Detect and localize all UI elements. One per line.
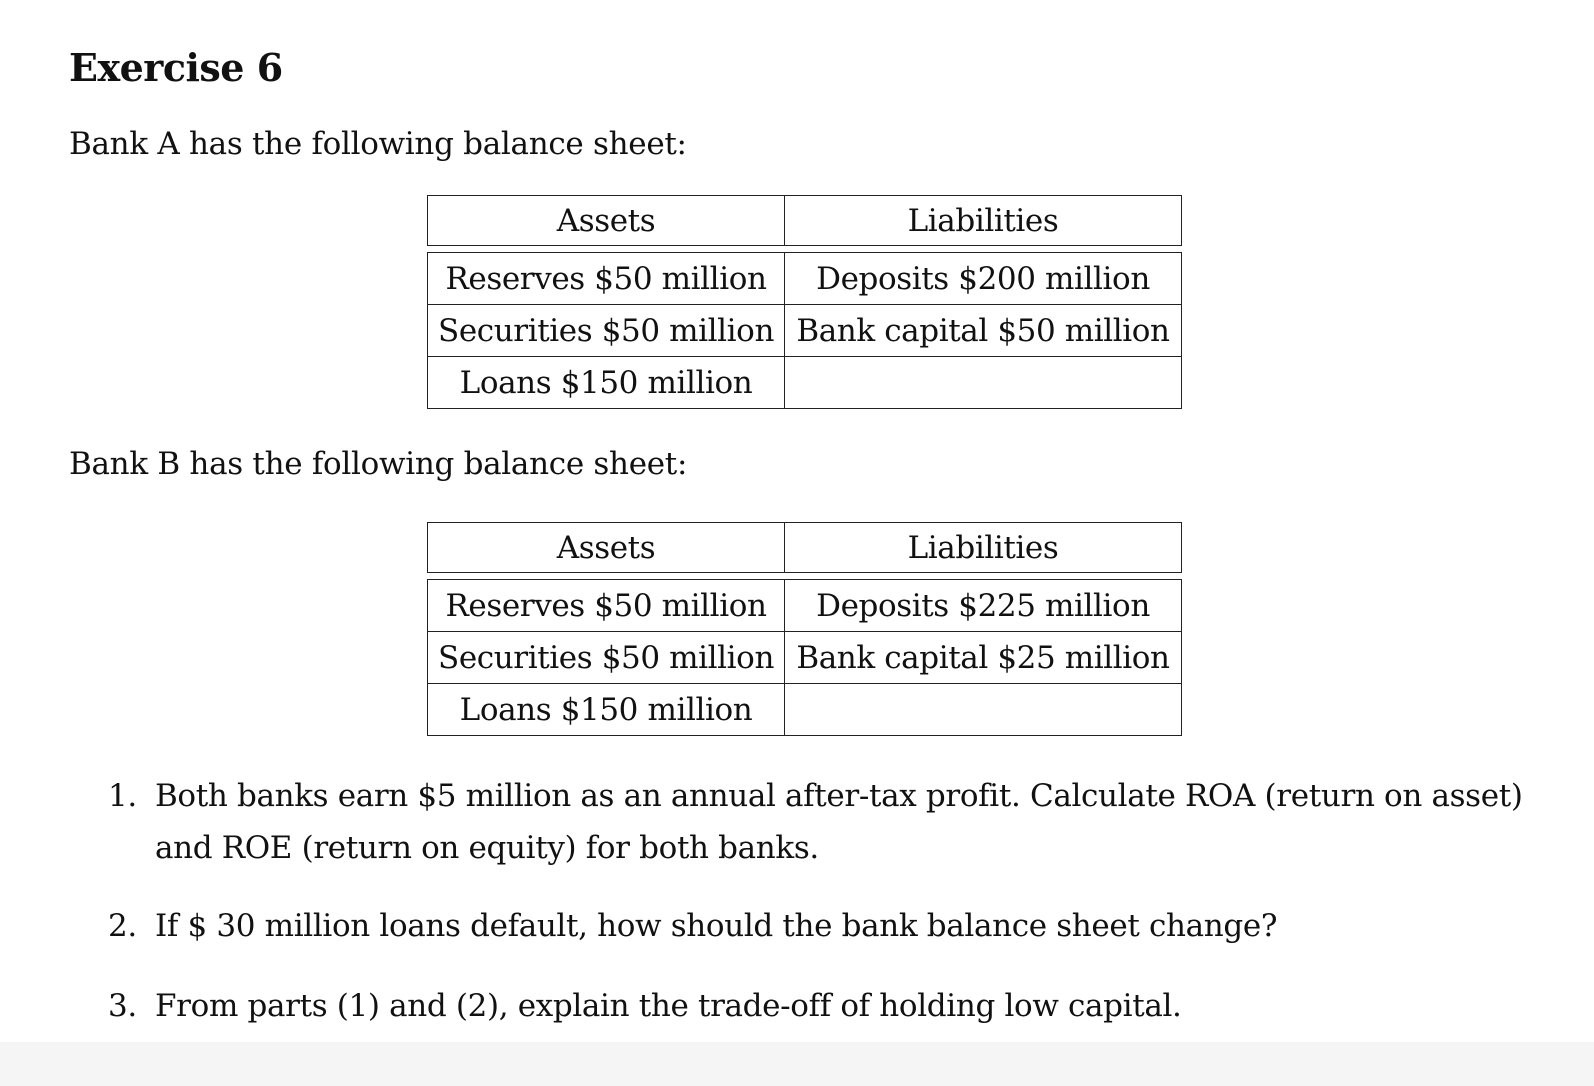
- bank-b-intro: Bank B has the following balance sheet:: [69, 446, 688, 482]
- liability-cell: Deposits $200 million: [816, 260, 1150, 297]
- liability-cell: [785, 357, 1181, 408]
- bank-b-balance-sheet: [427, 522, 1182, 736]
- asset-cell: Loans $150 million: [428, 684, 785, 735]
- page-bottom-band: [0, 1042, 1594, 1086]
- question-text: If $ 30 million loans default, how should the bank balance sheet change?: [155, 908, 1278, 944]
- table-row: [428, 632, 1181, 684]
- balance-sheet-header-row: [427, 195, 1182, 246]
- table-row: [428, 305, 1181, 357]
- question-item: [108, 980, 1548, 1032]
- question-text: Both banks earn $5 million as an annual after-tax profit. Calculate ROA (return on asset) and ROE (return on equity) for both banks.: [155, 778, 1523, 866]
- assets-header: Assets: [428, 196, 785, 245]
- question-list: [108, 770, 1548, 1032]
- asset-cell: Reserves $50 million: [428, 253, 785, 304]
- liability-cell: [785, 684, 1181, 735]
- question-number: 3.: [108, 988, 137, 1024]
- question-item: [108, 900, 1548, 952]
- liability-cell: Bank capital $25 million: [796, 639, 1170, 676]
- question-number: 1.: [108, 778, 137, 814]
- bank-a-balance-sheet: [427, 195, 1182, 409]
- assets-header: Assets: [428, 523, 785, 572]
- table-row: [428, 253, 1181, 305]
- liabilities-header: Liabilities: [907, 529, 1059, 566]
- table-row: [428, 357, 1181, 409]
- asset-cell: Loans $150 million: [428, 357, 785, 408]
- asset-cell: Securities $50 million: [428, 632, 785, 683]
- table-row: [428, 580, 1181, 632]
- liability-cell: Deposits $225 million: [816, 587, 1150, 624]
- balance-sheet-body: [427, 252, 1182, 409]
- exercise-title: Exercise 6: [69, 45, 283, 90]
- liabilities-header: Liabilities: [907, 202, 1059, 239]
- table-row: [428, 684, 1181, 736]
- bank-a-intro: Bank A has the following balance sheet:: [69, 126, 687, 162]
- balance-sheet-header-row: [427, 522, 1182, 573]
- liability-cell: Bank capital $50 million: [796, 312, 1170, 349]
- balance-sheet-body: [427, 579, 1182, 736]
- asset-cell: Reserves $50 million: [428, 580, 785, 631]
- question-number: 2.: [108, 908, 137, 944]
- question-item: [108, 770, 1548, 874]
- question-text: From parts (1) and (2), explain the trade-off of holding low capital.: [155, 988, 1182, 1024]
- asset-cell: Securities $50 million: [428, 305, 785, 356]
